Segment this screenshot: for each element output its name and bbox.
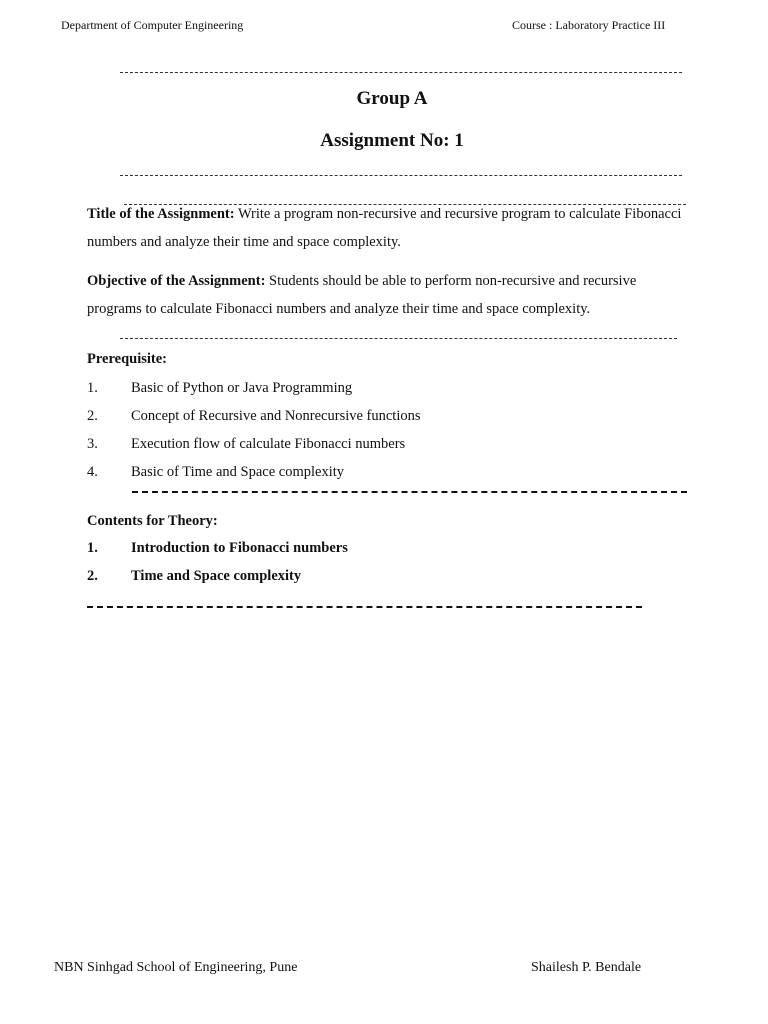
divider-prerequisite bbox=[132, 491, 687, 493]
footer-author: Shailesh P. Bendale bbox=[531, 960, 642, 975]
divider-title-1 bbox=[120, 175, 682, 176]
header-course: Course : Laboratory Practice III bbox=[512, 18, 666, 32]
assignment-title-label: Title of the Assignment: bbox=[87, 206, 235, 222]
prerequisite-item-text: Basic of Time and Space complexity bbox=[131, 464, 345, 480]
divider-contents bbox=[87, 606, 642, 608]
prerequisite-item-number: 3. bbox=[87, 436, 98, 452]
contents-item-text: Time and Space complexity bbox=[131, 568, 302, 584]
contents-heading: Contents for Theory: bbox=[87, 513, 218, 529]
prerequisite-item bbox=[87, 464, 344, 481]
group-heading: Group A bbox=[356, 88, 428, 109]
assignment-heading: Assignment No: 1 bbox=[320, 130, 464, 151]
prerequisite-item-text: Concept of Recursive and Nonrecursive functions bbox=[131, 408, 421, 424]
divider-top bbox=[120, 72, 682, 73]
assignment-title-text: Write a program non-recursive and recursive program to calculate Fibonacci numbers and analyze their time and space complexity. bbox=[87, 206, 682, 250]
contents-item-number: 1. bbox=[87, 540, 98, 556]
contents-item-number: 2. bbox=[87, 568, 98, 584]
contents-item bbox=[87, 540, 348, 557]
prerequisite-item-text: Execution flow of calculate Fibonacci numbers bbox=[131, 436, 406, 452]
contents-item-text: Introduction to Fibonacci numbers bbox=[131, 540, 348, 556]
prerequisite-item bbox=[87, 408, 421, 425]
prerequisite-item bbox=[87, 380, 352, 397]
prerequisite-item-text: Basic of Python or Java Programming bbox=[131, 380, 353, 396]
divider-objective bbox=[120, 338, 677, 339]
prerequisite-item-number: 4. bbox=[87, 464, 98, 480]
footer-institution: NBN Sinhgad School of Engineering, Pune bbox=[54, 960, 298, 975]
assignment-title-paragraph bbox=[87, 201, 687, 256]
objective-text: Students should be able to perform non-recursive and recursive programs to calculate Fibonacci numbers and analyze their time and space complexity. bbox=[87, 273, 637, 317]
prerequisite-heading: Prerequisite: bbox=[87, 351, 167, 367]
objective-paragraph bbox=[87, 268, 687, 323]
prerequisite-item bbox=[87, 436, 405, 453]
contents-item bbox=[87, 568, 301, 585]
header-department: Department of Computer Engineering bbox=[61, 18, 244, 32]
objective-label: Objective of the Assignment: bbox=[87, 273, 266, 289]
prerequisite-item-number: 2. bbox=[87, 408, 98, 424]
prerequisite-item-number: 1. bbox=[87, 380, 98, 396]
